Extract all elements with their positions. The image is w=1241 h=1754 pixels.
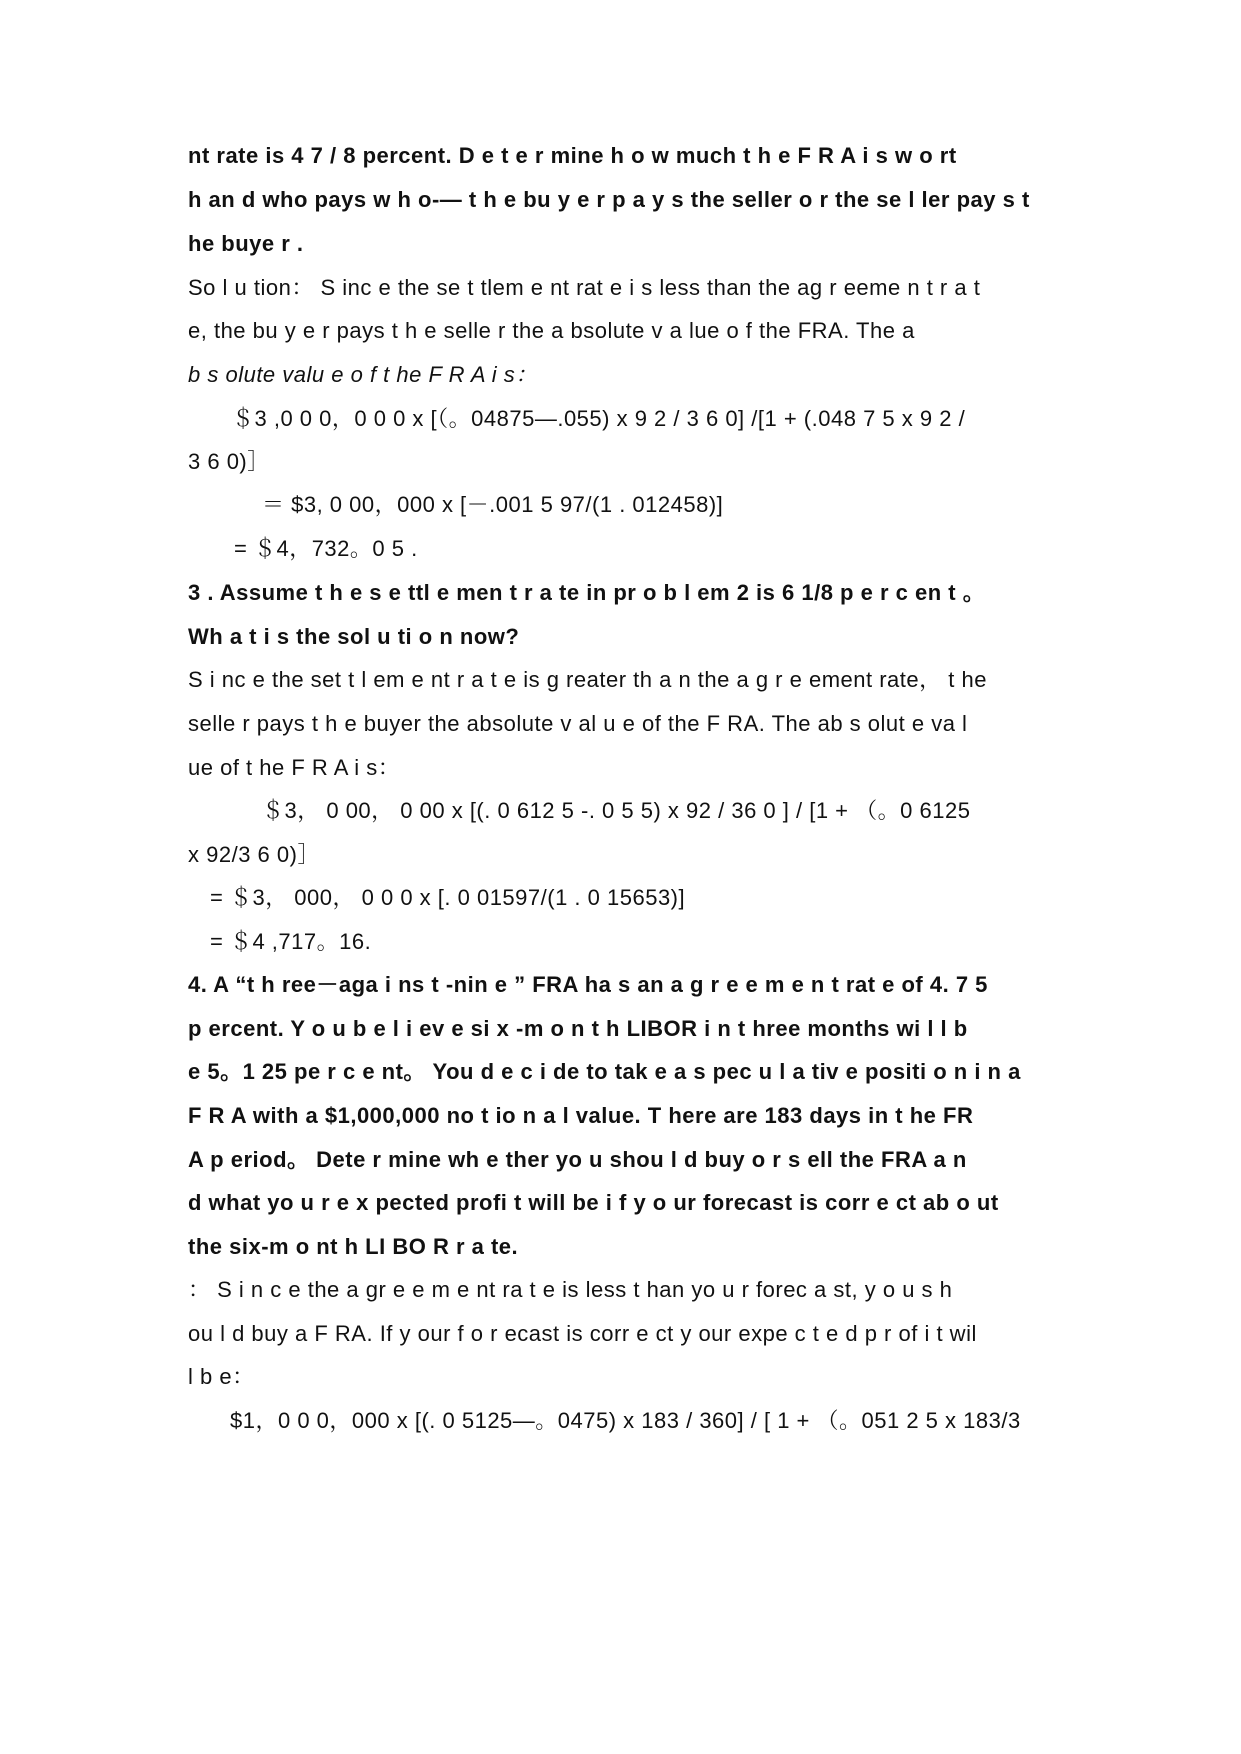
- problem-4-text-line: e 5。1 25 pe r c e nt。 You d e c i de to tak e a s pec u l a tiv e positi o n i n a: [188, 1059, 1021, 1084]
- solution-3-text-line: ue of t he F R A i s：: [188, 755, 401, 780]
- problem-3-text-line: 3 . Assume t h e s e ttl e men t r a te in pr o b l em 2 is 6 1/8 p e r c en t 。: [188, 580, 986, 605]
- solution-4-text-line: ou l d buy a F RA. If y our f o r ecast is corr e ct y our expe c t e d p r of i t wil: [188, 1321, 977, 1346]
- solution-4-text-line: ： S i n c e the a gr e e m e nt ra t e is less t han yo u r forec a st, y o u s h: [188, 1277, 953, 1302]
- problem-4-text-line: 4. A “t h ree－aga i ns t -nin e ” FRA ha s an a g r e e m e n t rat e of 4. 7 5: [188, 972, 988, 997]
- solution-4-formula-line: $1，0 0 0，000 x [(. 0 5125—。0475) x 183 / 360] / [ 1 + （。051 2 5 x 183/3: [230, 1408, 1021, 1433]
- solution-3-formula-line: ＄3， 0 00， 0 00 x [(. 0 612 5 -. 0 5 5) x 92 / 36 0 ] / [1 + （。0 6125: [262, 798, 971, 823]
- solution-3-formula-line: = ＄3， 000， 0 0 0 x [. 0 01597/(1 . 0 15653)]: [210, 885, 686, 910]
- problem-2-text-line: nt rate is 4 7 / 8 percent. D e t e r mine h o w much t h e F R A i s w o rt: [188, 143, 957, 168]
- problem-4-text-line: d what yo u r e x pected profi t will be i f y o ur forecast is corr e ct ab o ut: [188, 1190, 999, 1215]
- solution-2-formula-line: 3 6 0)］: [188, 449, 270, 474]
- solution-2-text-line: b s olute valu e o f t he F R A i s：: [188, 362, 538, 387]
- solution-3-text-line: selle r pays t h e buyer the absolute v al u e of the F RA. The ab s olut e va l: [188, 711, 968, 736]
- problem-4-text-line: the six-m o nt h LI BO R r a te.: [188, 1234, 519, 1259]
- problem-4-text-line: p ercent. Y o u b e l i ev e si x -m o n t h LIBOR i n t hree months wi l l b: [188, 1016, 968, 1041]
- problem-2-text-line: he buye r .: [188, 231, 304, 256]
- problem-4-text-line: A p eriod。 Dete r mine wh e ther yo u shou l d buy o r s ell the FRA a n: [188, 1147, 967, 1172]
- solution-3-formula-line: x 92/3 6 0)］: [188, 842, 320, 867]
- solution-3-formula-line: = ＄4 ,717。16.: [210, 929, 372, 954]
- solution-2-formula-line: ＄3 ,0 0 0，0 0 0 x [（。04875—.055) x 9 2 / 3 6 0] /[1 + (.048 7 5 x 9 2 /: [232, 406, 966, 431]
- solution-2-formula-line: ＝ $3, 0 00，000 x [－.001 5 97/(1 . 012458)]: [262, 492, 724, 517]
- problem-2-text-line: h an d who pays w h o-— t h e bu y e r p a y s the seller o r the se l ler pay s t: [188, 187, 1030, 212]
- solution-2-text-line: So l u tion： S inc e the se t tlem e nt rat e i s less than the ag r eeme n t r a t: [188, 275, 981, 300]
- problem-4-text-line: F R A with a $1,000,000 no t io n a l value. T here are 183 days in t he FR: [188, 1103, 974, 1128]
- problem-3-text-line: Wh a t i s the sol u ti o n now?: [188, 624, 520, 649]
- solution-2-text-line: e, the bu y e r pays t h e selle r the a bsolute v a lue o f the FRA. The a: [188, 318, 915, 343]
- solution-3-text-line: S i nc e the set t l em e nt r a t e is g reater th a n the a g r e ement rate， t he: [188, 667, 987, 692]
- solution-2-formula-line: = ＄4，732。0 5 .: [234, 536, 418, 561]
- solution-4-text-line: l b e：: [188, 1364, 255, 1389]
